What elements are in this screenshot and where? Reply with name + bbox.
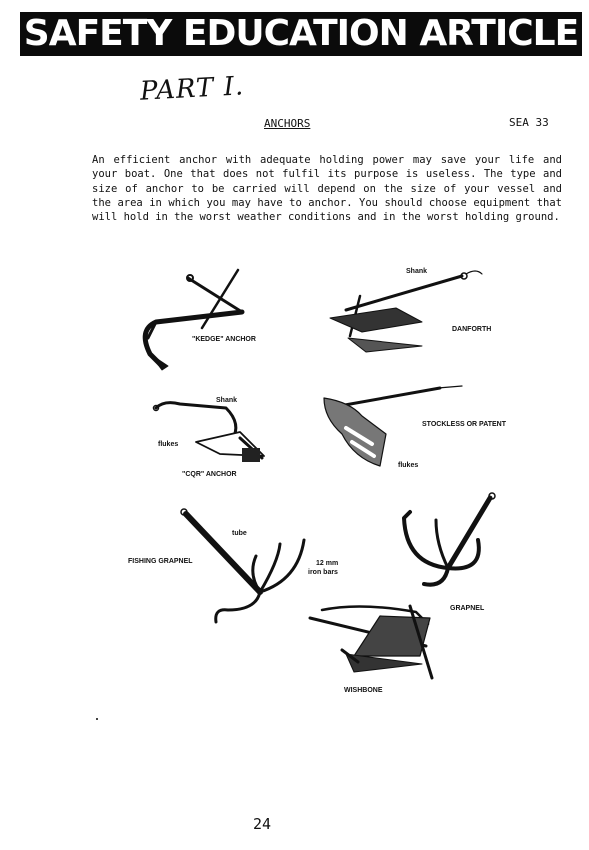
article-code: SEA 33 (509, 116, 549, 129)
page-number: 24 (253, 815, 272, 833)
danforth-shank-label: Shank (406, 268, 428, 275)
fishing-grapnel-label: FISHING GRAPNEL (128, 558, 193, 565)
kedge-anchor-drawing (145, 270, 242, 370)
danforth-label: DANFORTH (452, 326, 492, 333)
danforth-anchor-drawing (330, 271, 482, 352)
article-banner: SAFETY EDUCATION ARTICLE (20, 12, 582, 56)
cqr-flukes-label: flukes (158, 441, 179, 448)
cqr-label: "CQR" ANCHOR (182, 471, 237, 478)
cqr-shank-label: Shank (216, 397, 238, 404)
part-heading: PART I. (139, 71, 245, 107)
iron-bars-size-label: 12 mm (316, 560, 339, 567)
wishbone-anchor-drawing (310, 606, 432, 678)
intro-paragraph: An efficient anchor with adequate holding power may save your life and your boat. One that does not fulfil its purpose is useless. The type and size of anchor to be carried will depend on the size of your vessel and the area in which you may have to anchor. You should choose equipment that will hold in the worst weather conditions and in the worst holding ground. (92, 154, 562, 224)
tube-label: tube (232, 530, 247, 537)
grapnel-label: GRAPNEL (450, 605, 485, 612)
fishing-grapnel-drawing (181, 509, 304, 622)
grapnel-drawing (404, 493, 495, 585)
wishbone-label: WISHBONE (344, 687, 383, 694)
iron-bars-label: iron bars (308, 569, 338, 576)
stockless-label: STOCKLESS OR PATENT (422, 421, 507, 428)
kedge-label: "KEDGE" ANCHOR (192, 336, 256, 343)
anchors-illustration (110, 258, 550, 708)
stockless-flukes-label: flukes (398, 462, 419, 469)
cqr-anchor-drawing (154, 403, 265, 462)
section-heading: ANCHORS (264, 117, 311, 130)
page-speck (96, 718, 98, 720)
